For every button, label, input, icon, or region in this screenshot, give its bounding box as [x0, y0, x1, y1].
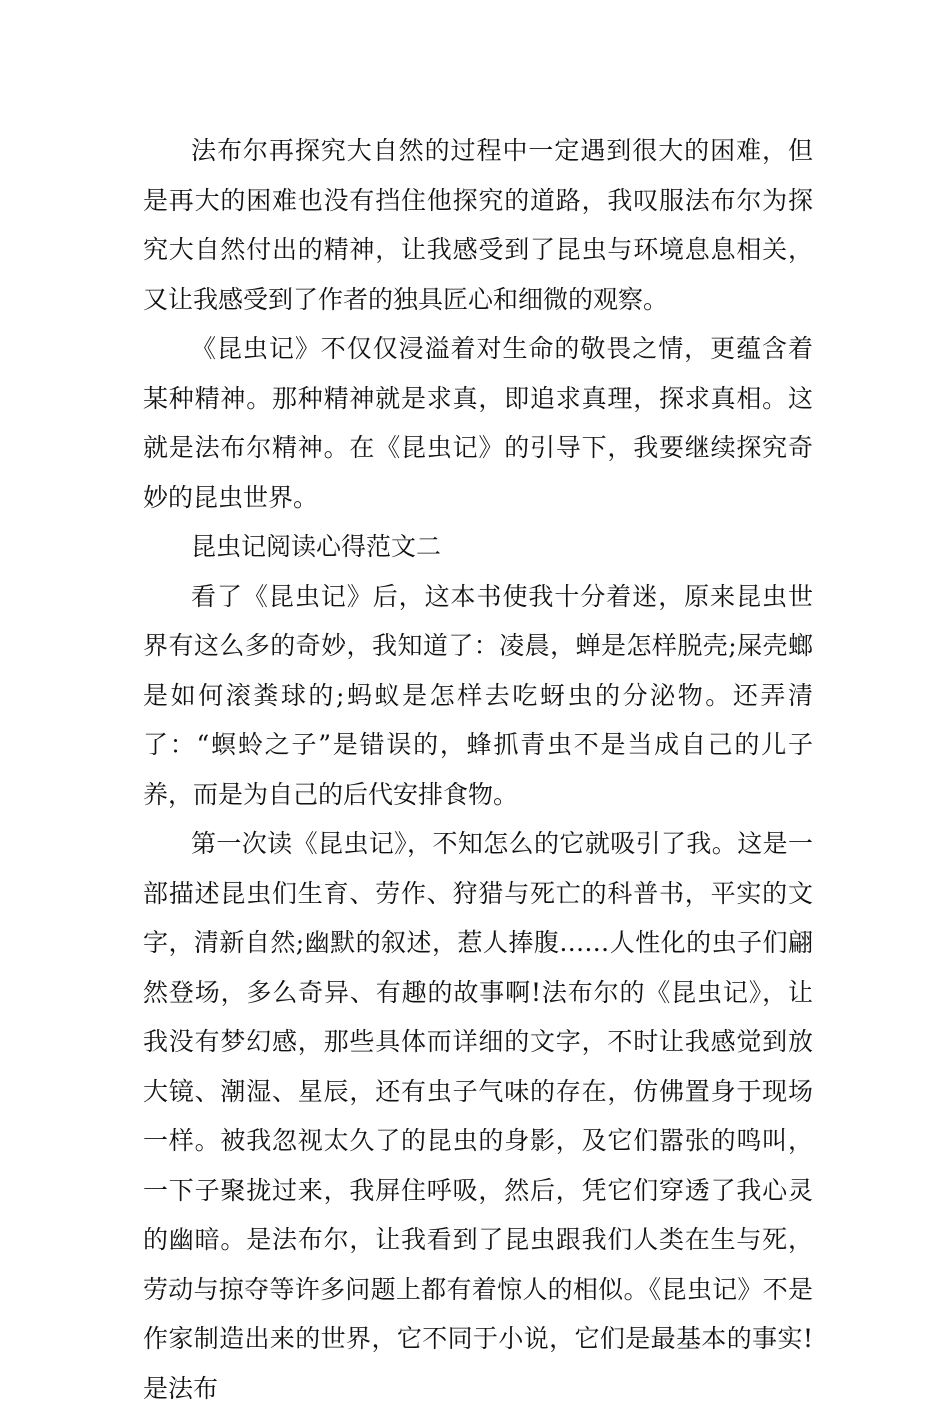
section-heading: 昆虫记阅读心得范文二: [191, 532, 442, 561]
paragraph-3: 看了《昆虫记》后，这本书使我十分着迷，原来昆虫世界有这么多的奇妙，我知道了：凌晨，蝉是怎样脱壳;屎壳螂是如何滚粪球的;蚂蚁是怎样去吃蚜虫的分泌物。还弄清了：“螟蛉之子”是错误的，蜂抓青虫不是当成自己的儿子养，而是为自己的后代安排食物。: [143, 581, 813, 809]
paragraph-4: 第一次读《昆虫记》，不知怎么的它就吸引了我。这是一部描述昆虫们生育、劳作、狩猎与死亡的科普书，平实的文字，清新自然;幽默的叙述，惹人捧腹……人性化的虫子们翩然登场，多么奇异、有趣的故事啊!法布尔的《昆虫记》，让我没有梦幻感，那些具体而详细的文字，不时让我感觉到放大镜、潮湿、星辰，还有虫子气味的存在，仿佛置身于现场一样。被我忽视太久了的昆虫的身影，及它们嚣张的鸣叫，一下子聚拢过来，我屏住呼吸，然后，凭它们穿透了我心灵的幽暗。是法布尔，让我看到了昆虫跟我们人类在生与死，劳动与掠夺等许多问题上都有着惊人的相似。《昆虫记》不是作家制造出来的世界，它不同于小说，它们是最基本的事实!是法布: [143, 829, 813, 1403]
document-body: [143, 126, 813, 1413]
paragraph-2: 《昆虫记》不仅仅浸溢着对生命的敬畏之情，更蕴含着某种精神。那种精神就是求真，即追求真理，探求真相。这就是法布尔精神。在《昆虫记》的引导下，我要继续探究奇妙的昆虫世界。: [143, 334, 813, 512]
paragraph-1: 法布尔再探究大自然的过程中一定遇到很大的困难，但是再大的困难也没有挡住他探究的道路，我叹服法布尔为探究大自然付出的精神，让我感受到了昆虫与环境息息相关，又让我感受到了作者的独具匠心和细微的观察。: [143, 136, 813, 314]
